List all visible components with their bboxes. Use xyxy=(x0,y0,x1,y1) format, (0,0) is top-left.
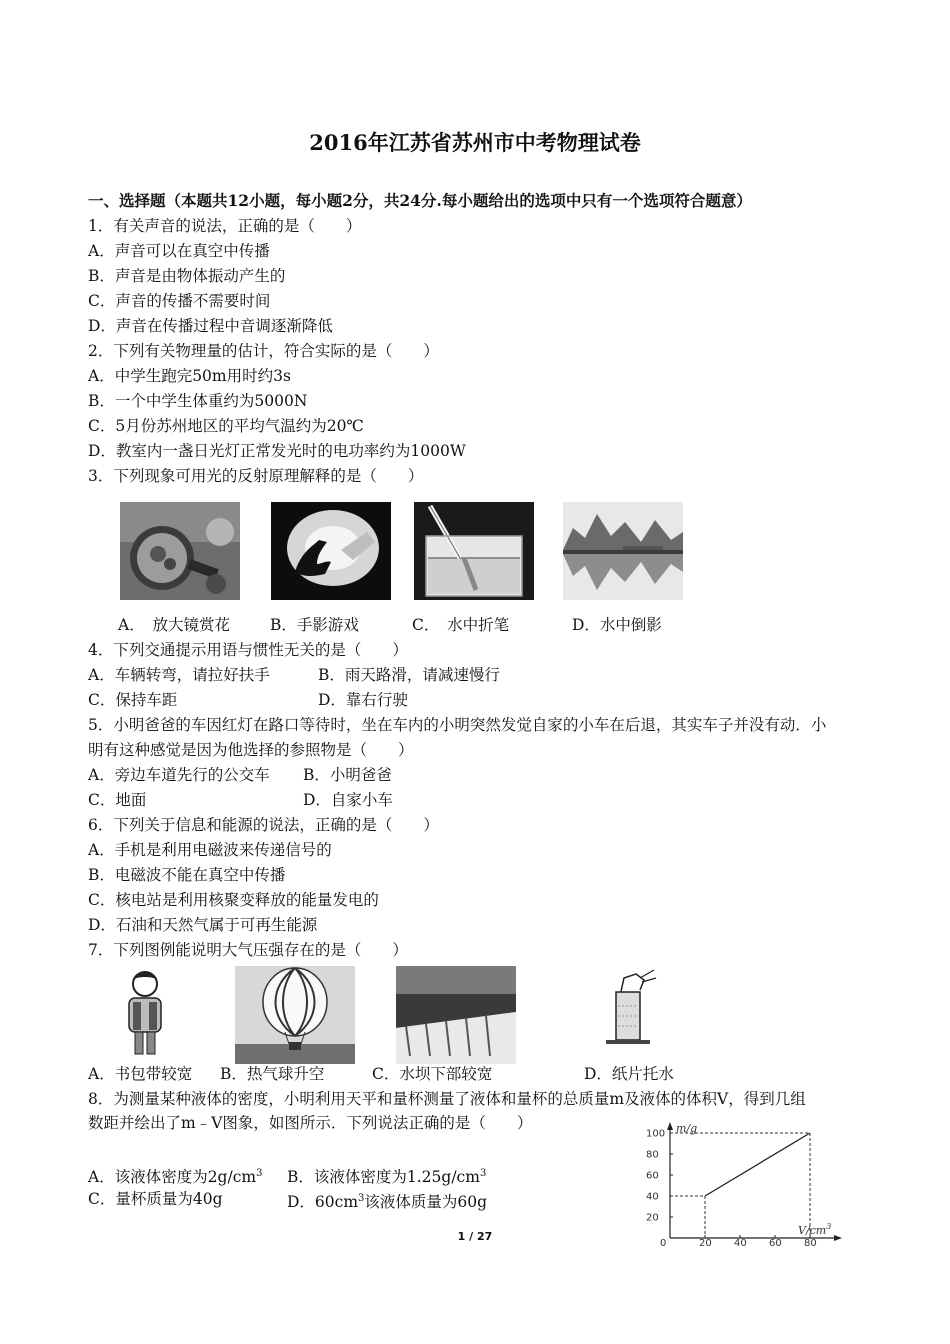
q7-balloon-image xyxy=(235,966,355,1064)
q3-hand-shadow-image xyxy=(271,502,391,600)
q1-option-b: B．声音是由物体振动产生的 xyxy=(88,267,286,285)
q4-option-d: D．靠右行驶 xyxy=(318,691,408,709)
q8-option-a-text: A．该液体密度为2g/cm xyxy=(88,1168,257,1187)
y-axis-label: m/g xyxy=(676,1122,698,1135)
q8-option-b-text: B．该液体密度为1.25g/cm xyxy=(287,1168,480,1187)
y-tick-label: 60 xyxy=(646,1170,659,1182)
q7-stem: 7．下列图例能说明大气压强存在的是（ ） xyxy=(88,941,408,959)
q8-option-d-prefix: D．60cm xyxy=(287,1193,359,1212)
x-tick-label: 40 xyxy=(734,1238,747,1248)
y-tick-label: 40 xyxy=(646,1191,659,1203)
data-series xyxy=(705,1133,810,1196)
section-heading: 一、选择题（本题共12小题，每小题2分，共24分.每小题给出的选项中只有一个选项符合题意） xyxy=(88,191,752,210)
x-tick-label: 80 xyxy=(804,1238,817,1248)
superscript-3: 3 xyxy=(256,1168,263,1179)
superscript-3: 3 xyxy=(479,1168,487,1179)
q4-option-a: A．车辆转弯，请拉好扶手 xyxy=(88,666,270,684)
q8-option-d xyxy=(287,1188,487,1213)
q5-stem-line2: 明有这种感觉是因为他选择的参照物是（ ） xyxy=(88,741,414,759)
q3-reflection-image xyxy=(563,502,683,600)
q6-option-a: A．手机是利用电磁波来传递信号的 xyxy=(88,841,332,859)
q8-option-b xyxy=(287,1163,486,1188)
q5-option-a: A．旁边车道先行的公交车 xyxy=(88,766,270,784)
x-axis-label-text: V/cm xyxy=(798,1224,827,1237)
q3-magnifier-image xyxy=(120,502,240,600)
q8-stem-line1: 8．为测量某种液体的密度，小明利用天平和量杯测量了液体和量杯的总质量m及液体的体积V，得到几组 xyxy=(88,1090,806,1108)
q3-option-a: A． 放大镜赏花 xyxy=(118,616,230,634)
y-axis-arrow xyxy=(667,1122,673,1130)
q8-stem-line2: 数距并绘出了m﹣V图象，如图所示．下列说法正确的是（ ） xyxy=(88,1114,533,1132)
y-tick-label: 20 xyxy=(646,1212,659,1224)
superscript-3: 3 xyxy=(358,1193,365,1204)
q5-stem-line1: 5．小明爸爸的车因红灯在路口等待时，坐在车内的小明突然发觉自家的小车在后退，其实车子并没有动．小 xyxy=(88,716,827,734)
y-tick-labels xyxy=(646,1129,673,1224)
guide-lines xyxy=(670,1133,810,1238)
y-tick-label: 100 xyxy=(646,1128,666,1140)
q3-stem: 3．下列现象可用光的反射原理解释的是（ ） xyxy=(88,467,424,485)
q5-option-c: C．地面 xyxy=(88,791,147,809)
q3-bent-pencil-image xyxy=(414,502,534,600)
x-axis-label-sup: 3 xyxy=(826,1222,832,1231)
q2-option-c: C．5月份苏州地区的平均气温约为20℃ xyxy=(88,417,364,435)
q1-option-a: A．声音可以在真空中传播 xyxy=(88,242,270,260)
q6-option-d: D．石油和天然气属于可再生能源 xyxy=(88,916,318,934)
q4-stem: 4．下列交通提示用语与惯性无关的是（ ） xyxy=(88,641,408,659)
q4-option-b: B．雨天路滑，请减速慢行 xyxy=(318,666,500,684)
series-line xyxy=(705,1133,810,1196)
q4-option-c: C．保持车距 xyxy=(88,691,178,709)
q2-option-a: A．中学生跑完50m用时约3s xyxy=(88,367,291,385)
q5-option-d: D．自家小车 xyxy=(303,791,393,809)
q2-stem: 2．下列有关物理量的估计，符合实际的是（ ） xyxy=(88,342,439,360)
q7-backpack-image xyxy=(115,966,175,1058)
q6-option-c: C．核电站是利用核聚变释放的能量发电的 xyxy=(88,891,379,909)
page-indicator: 1 / 27 xyxy=(457,1230,493,1243)
q7-paper-water-image xyxy=(596,966,662,1058)
y-tick-label: 80 xyxy=(646,1149,659,1161)
q6-option-b: B．电磁波不能在真空中传播 xyxy=(88,866,286,884)
q5-option-b: B．小明爸爸 xyxy=(303,766,392,784)
q7-option-a: A．书包带较宽 xyxy=(88,1065,193,1083)
q1-stem: 1．有关声音的说法，正确的是（ ） xyxy=(88,217,362,235)
q1-option-c: C．声音的传播不需要时间 xyxy=(88,292,271,310)
q8-option-c: C．量杯质量为40g xyxy=(88,1190,223,1208)
q3-option-b: B．手影游戏 xyxy=(270,616,359,634)
q6-stem: 6．下列关于信息和能源的说法，正确的是（ ） xyxy=(88,816,439,834)
q7-option-b: B．热气球升空 xyxy=(220,1065,325,1083)
x-tick-label: 20 xyxy=(699,1238,712,1248)
q7-option-d: D．纸片托水 xyxy=(584,1065,674,1083)
page-title: 2016年江苏省苏州市中考物理试卷 xyxy=(309,130,641,155)
q1-option-d: D．声音在传播过程中音调逐渐降低 xyxy=(88,317,333,335)
x-tick-label: 60 xyxy=(769,1238,782,1248)
q2-option-b: B．一个中学生体重约为5000N xyxy=(88,392,308,410)
q2-option-d: D．教室内一盏日光灯正常发光时的电功率约为1000W xyxy=(88,442,466,460)
mv-graph xyxy=(640,1118,850,1248)
origin-label: 0 xyxy=(660,1238,667,1248)
q3-option-c: C． 水中折笔 xyxy=(412,616,510,634)
q8-option-a xyxy=(88,1163,262,1188)
q3-option-d: D．水中倒影 xyxy=(572,616,662,634)
q7-dam-image xyxy=(396,966,516,1064)
q8-option-d-suffix: 该液体质量为60g xyxy=(364,1193,488,1212)
q7-option-c: C．水坝下部较宽 xyxy=(372,1065,493,1083)
